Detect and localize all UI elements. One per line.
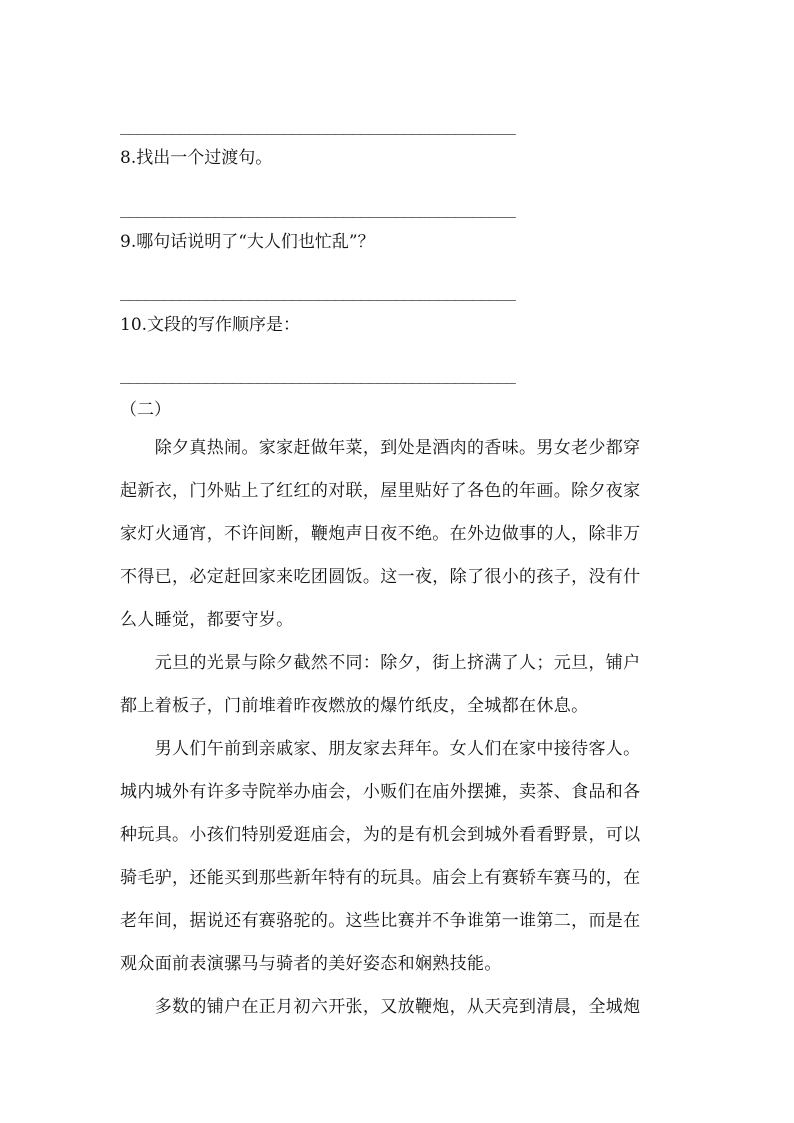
question-10: 10.文段的写作顺序是：	[120, 315, 301, 335]
answer-blank-7[interactable]: ______________________________________________	[120, 116, 515, 135]
passage-line: 观众面前表演骡马与骑者的美好姿态和娴熟技能。	[120, 954, 502, 974]
passage-line: 多数的铺户在正月初六开张，又放鞭炮，从天亮到清晨，全城炮	[120, 997, 641, 1017]
answer-blank-9[interactable]: ______________________________________________	[120, 282, 515, 301]
passage-line: 种玩具。小孩们特别爱逛庙会，为的是有机会到城外看看野景，可以	[120, 825, 641, 845]
answer-blank-10[interactable]: ______________________________________________	[120, 365, 515, 384]
passage-line: 骑毛驴，还能买到那些新年特有的玩具。庙会上有赛轿车赛马的，在	[120, 868, 641, 888]
passage-line: 元旦的光景与除夕截然不同：除夕，街上挤满了人；元旦，铺户	[120, 653, 641, 673]
passage-line: 不得已，必定赶回家来吃团圆饭。这一夜，除了很小的孩子，没有什	[120, 567, 641, 587]
answer-blank-8[interactable]: ______________________________________________	[120, 199, 515, 218]
passage-line: 起新衣，门外贴上了红红的对联，屋里贴好了各色的年画。除夕夜家	[120, 481, 641, 501]
passage-line: 城内城外有许多寺院举办庙会，小贩们在庙外摆摊，卖茶、食品和各	[120, 782, 641, 802]
passage-line: 家灯火通宵，不许间断，鞭炮声日夜不绝。在外边做事的人，除非万	[120, 524, 641, 544]
passage-line: 老年间，据说还有赛骆驼的。这些比赛并不争谁第一谁第二，而是在	[120, 911, 641, 931]
passage-line: 么人睡觉，都要守岁。	[120, 610, 294, 630]
question-8: 8.找出一个过渡句。	[120, 148, 273, 168]
passage-line: 除夕真热闹。家家赶做年菜，到处是酒肉的香味。男女老少都穿	[120, 438, 641, 458]
section-title: （二）	[120, 400, 171, 420]
passage-line: 都上着板子，门前堆着昨夜燃放的爆竹纸皮，全城都在休息。	[120, 696, 589, 716]
question-9: 9.哪句话说明了“大人们也忙乱”？	[120, 232, 375, 252]
passage-line: 男人们午前到亲戚家、朋友家去拜年。女人们在家中接待客人。	[120, 739, 641, 759]
